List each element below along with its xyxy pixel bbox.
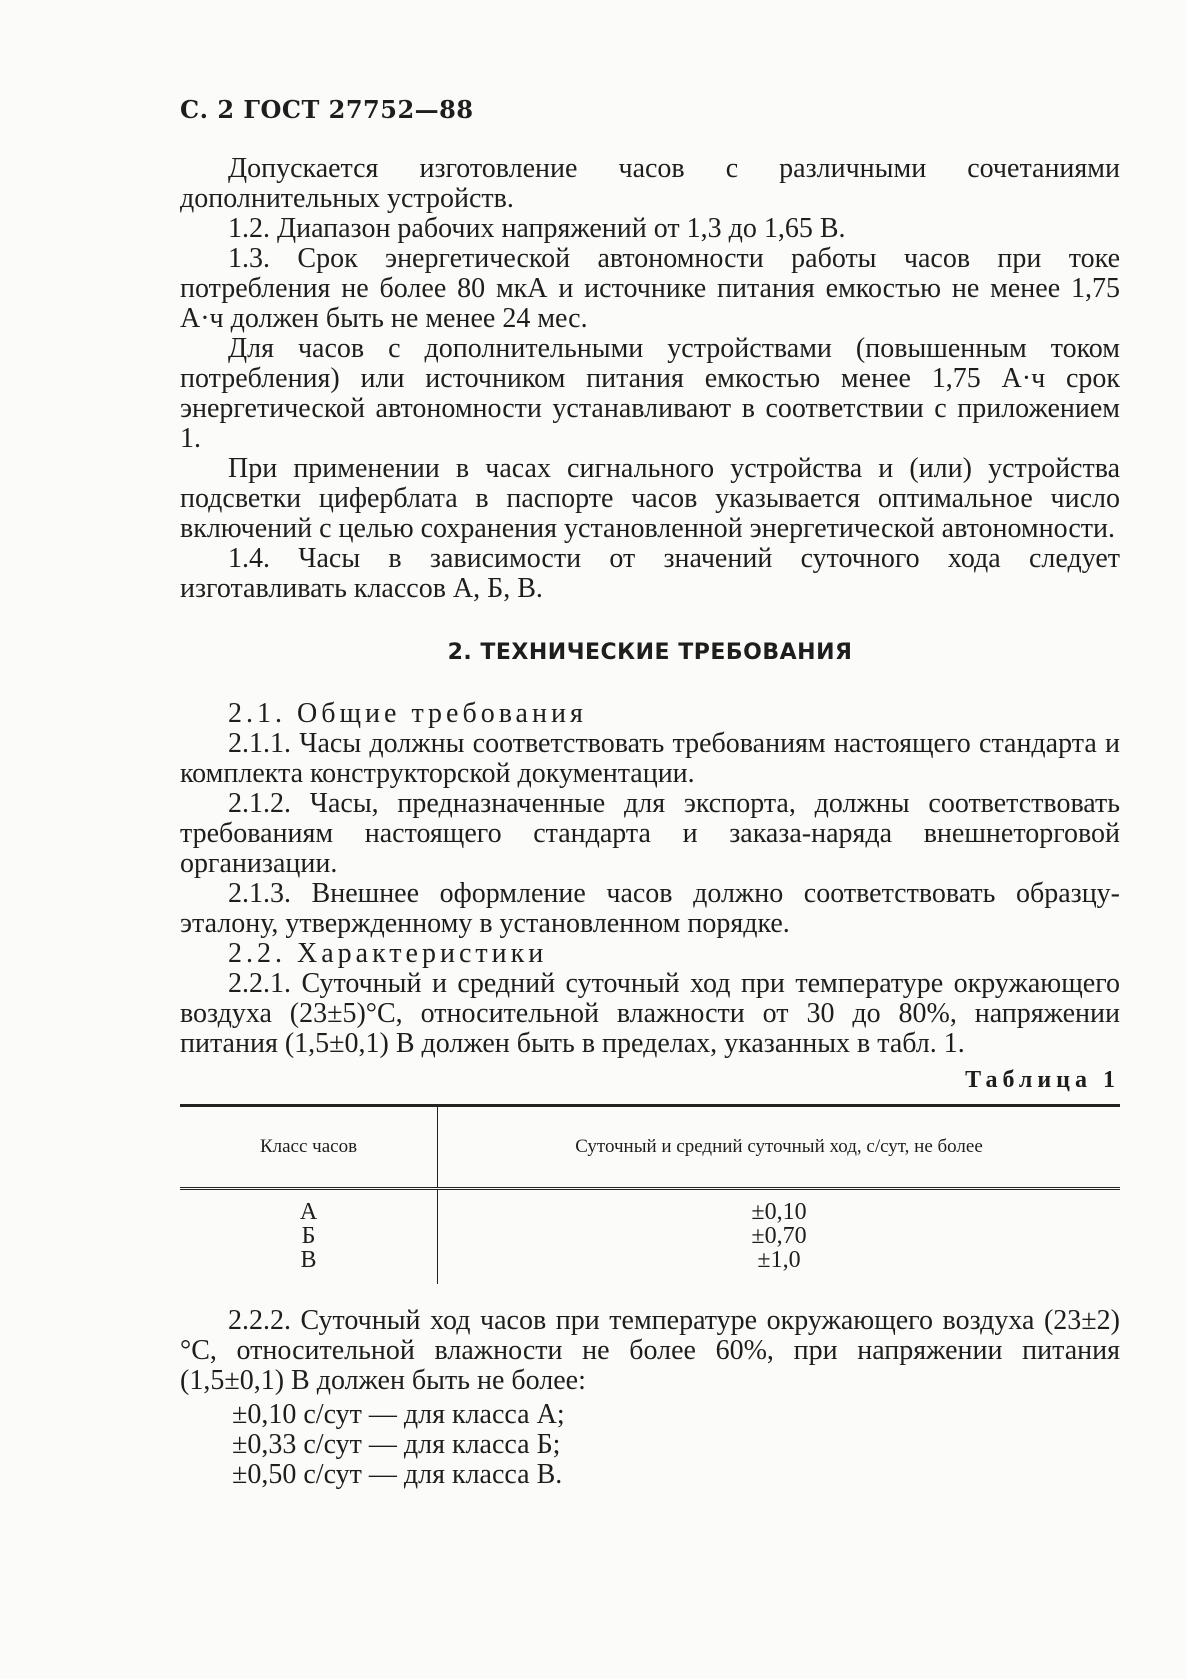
- class-b: Б: [301, 1223, 316, 1249]
- table-row: [180, 1189, 1120, 1285]
- limits-list: [180, 1400, 1120, 1490]
- table-class-cell: [180, 1189, 438, 1285]
- page-header: С. 2 ГОСТ 27752—88: [180, 95, 474, 124]
- paragraph-2-1-3: 2.1.3. Внешнее оформление часов должно соответствовать образцу-эталону, утвержденному в установленном порядке.: [180, 878, 1120, 939]
- paragraph-2-1-2: 2.1.2. Часы, предназначенные для экспорта, должны соответствовать требованиям настоящего стандарта и заказа-наряда внешнеторговой организации.: [180, 788, 1120, 879]
- table-caption: Таблица 1: [965, 1067, 1120, 1093]
- class-v: В: [300, 1247, 317, 1273]
- paragraph-1-3: 1.3. Срок энергетической автономности работы часов при токе потребления не более 80 мкА и источнике питания емкостью не менее 1,75 А·ч должен быть не менее 24 мес.: [180, 243, 1120, 334]
- limit-class-v: ±0,50 с/сут — для класса В.: [232, 1459, 563, 1490]
- table-header-class: Класс часов: [180, 1106, 438, 1189]
- paragraph-1-2: 1.2. Диапазон рабочих напряжений от 1,3 до 1,65 В.: [228, 213, 846, 244]
- rate-v: ±1,0: [757, 1247, 801, 1273]
- table-header-row: [180, 1106, 1120, 1189]
- document-page: [180, 95, 1120, 1490]
- intro-block: [180, 154, 1120, 604]
- limit-class-b: ±0,33 с/сут — для класса Б;: [232, 1429, 561, 1460]
- paragraph-1-4: 1.4. Часы в зависимости от значений суточного хода следует изготавливать классов А, Б, В.: [180, 543, 1120, 604]
- paragraph-additional-devices: Допускается изготовление часов с различными сочетаниями дополнительных устройств.: [180, 153, 1120, 214]
- paragraph-2-2-1: 2.2.1. Суточный и средний суточный ход при температуре окружающего воздуха (23±5)°С, относительной влажности от 30 до 80%, напряжении питания (1,5±0,1) В должен быть в пределах, указанных в табл. 1.: [180, 968, 1120, 1059]
- class-a: А: [299, 1199, 318, 1225]
- limit-class-a: ±0,10 с/сут — для класса А;: [232, 1399, 565, 1430]
- rate-b: ±0,70: [751, 1223, 807, 1249]
- paragraph-extra-devices: Для часов с дополнительными устройствами (повышенным током потребления) или источником питания емкостью менее 1,75 А·ч срок энергетической автономности устанавливают в соответствии с приложением 1.: [180, 333, 1120, 454]
- table-1: [180, 1104, 1120, 1284]
- paragraph-signal-device: При применении в часах сигнального устройства и (или) устройства подсветки циферблата в паспорте часов указывается оптимальное число включений с целью сохранения установленной энергетической автономности.: [180, 453, 1120, 544]
- rate-a: ±0,10: [751, 1199, 807, 1225]
- subsection-2-2-title: 2.2. Характеристики: [228, 938, 548, 969]
- section-title: 2. ТЕХНИЧЕСКИЕ ТРЕБОВАНИЯ: [447, 640, 853, 665]
- table-rate-cell: [438, 1189, 1121, 1285]
- paragraph-2-1-1: 2.1.1. Часы должны соответствовать требованиям настоящего стандарта и комплекта конструкторской документации.: [180, 728, 1120, 789]
- table-header-rate: Суточный и средний суточный ход, с/сут, не более: [575, 1136, 983, 1157]
- subsection-2-1-title: 2.1. Общие требования: [228, 698, 587, 729]
- paragraph-2-2-2: 2.2.2. Суточный ход часов при температуре окружающего воздуха (23±2)°С, относительной влажности не более 60%, при напряжении питания (1,5±0,1) В должен быть не более:: [180, 1305, 1120, 1396]
